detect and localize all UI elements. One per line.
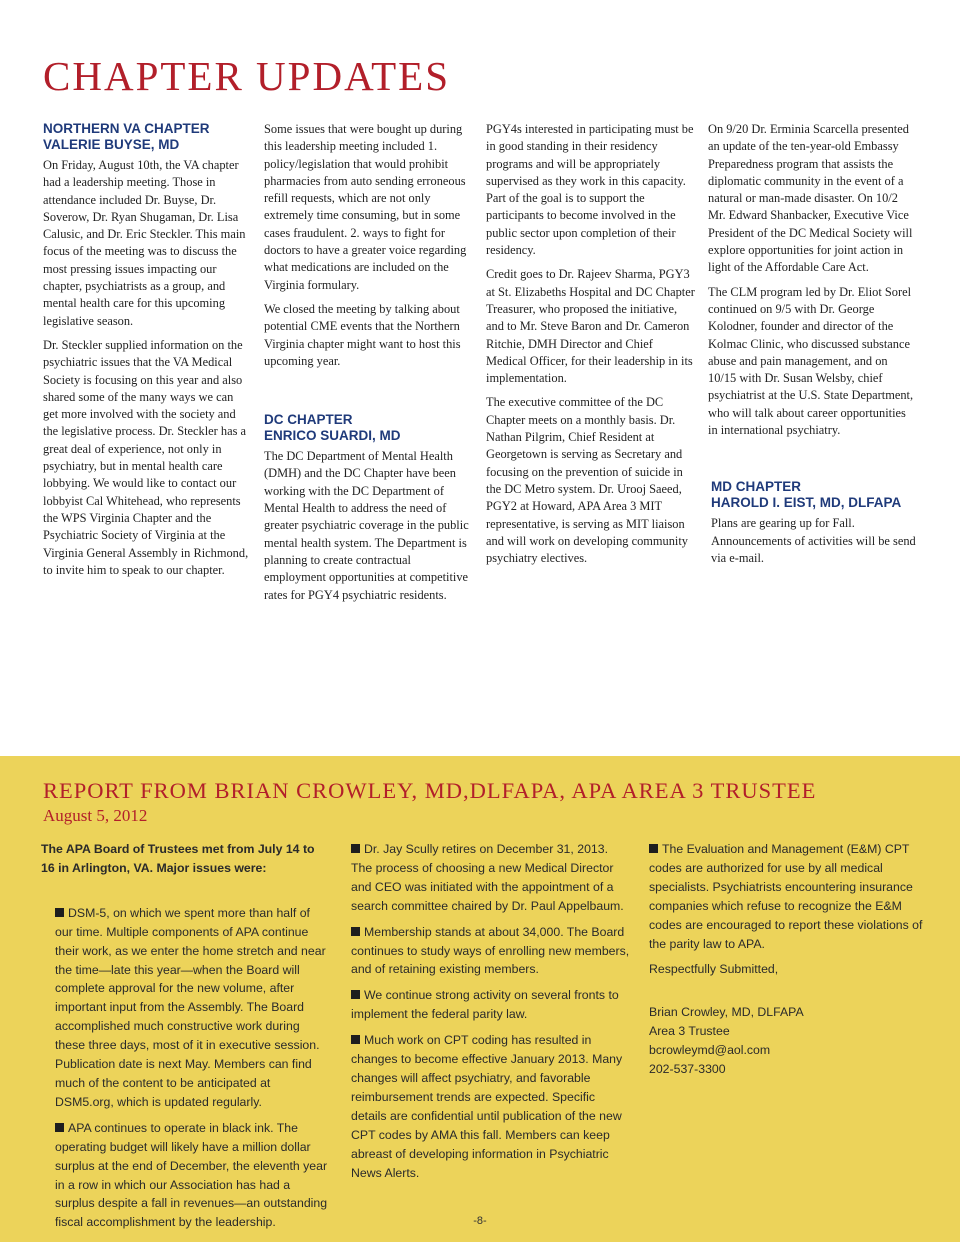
signature-email[interactable]: bcrowleymd@aol.com bbox=[649, 1043, 771, 1058]
column-1 bbox=[43, 121, 250, 586]
report-signature bbox=[649, 1003, 929, 1079]
northern-va-chapter-name: NORTHERN VA CHAPTER bbox=[43, 121, 210, 136]
dc-chapter-name: DC CHAPTER bbox=[264, 412, 353, 428]
bullet-square-icon bbox=[55, 1123, 64, 1132]
dc-paragraph-5: On 9/20 Dr. Erminia Scarcella presented an update of the ten-year-old Embassy Preparedness program that assists the diplomatic community in the event of a natural or man-made disaster. On 10/2 Mr. Edward Shanbacker, Executive Vice President of the DC Medical Society will explore opportunities for joint action in light of the Affordable Care Act. bbox=[708, 122, 913, 275]
dc-paragraph-4: The executive committee of the DC Chapter meets on a monthly basis. Dr. Nathan Pilgrim, Chief Resident at Georgetown is serving as Secretary and focusing on the prevention of suicide in the DC Metro system. Dr. Urooj Saeed, PGY2 at Howard, APA Area 3 MIT representative, is serving as MIT liaison and will work on developing community psychiatry electives. bbox=[486, 395, 689, 566]
dc-heading bbox=[264, 412, 471, 444]
report-bullet-6 bbox=[351, 1031, 631, 1182]
md-heading bbox=[708, 479, 918, 511]
bullet-square-icon bbox=[351, 927, 360, 936]
report-column-2 bbox=[351, 840, 631, 1189]
report-bullet-7 bbox=[649, 840, 929, 953]
bullet-square-icon bbox=[351, 1035, 360, 1044]
report-bullet-1 bbox=[41, 904, 331, 1112]
column-2 bbox=[264, 121, 471, 611]
report-bullet-7-text: The Evaluation and Management (E&M) CPT codes are authorized for use by all medical specialists. Psychiatrists encountering insurance companies which refuse to recognize the E&M codes are encouraged to report these violations of the parity law to APA. bbox=[649, 842, 923, 951]
md-paragraph-1: Plans are gearing up for Fall. Announcements of activities will be send via e-mail. bbox=[711, 516, 916, 565]
report-bullet-2-text: APA continues to operate in black ink. The operating budget will likely have a million dollar surplus at the end of December, the eleventh year in a row in which our Association has had a surplus despite a fall in revenues—an outstanding fiscal accomplishment by the leadership. bbox=[55, 1120, 328, 1230]
md-chapter-name: MD CHAPTER bbox=[711, 479, 801, 495]
northern-va-chapter-lead: VALERIE BUYSE, MD bbox=[43, 137, 180, 152]
bullet-square-icon bbox=[55, 908, 64, 917]
md-chapter-lead: HAROLD I. EIST, MD, DLFAPA bbox=[711, 495, 902, 511]
signature-title: Area 3 Trustee bbox=[649, 1024, 730, 1039]
report-bullet-5-text: We continue strong activity on several fronts to implement the federal parity law. bbox=[351, 988, 619, 1022]
report-closing: Respectfully Submitted, bbox=[649, 962, 779, 977]
report-bullet-5 bbox=[351, 986, 631, 1024]
report-bullet-3 bbox=[351, 840, 631, 916]
report-lead: The APA Board of Trustees met from July 14 to 16 in Arlington, VA. Major issues were: bbox=[41, 842, 315, 875]
bullet-square-icon bbox=[649, 844, 658, 853]
northern-va-paragraph-3: Some issues that were bought up during this leadership meeting included 1. policy/legislation that would prohibit pharmacies from auto sending erroneous refill requests, which are not only extremely time consuming, but in some cases fraudulent. 2. ways to fight for doctors to have a greater voice regarding what medications are included on the Virginia formulary. bbox=[264, 122, 467, 292]
column-3 bbox=[486, 121, 696, 574]
northern-va-paragraph-4: We closed the meeting by talking about potential CME events that the Northern Virginia chapter might want to host this upcoming year. bbox=[264, 301, 461, 368]
northern-va-paragraph-2: Dr. Steckler supplied information on the psychiatric issues that the VA Medical Society is focusing on this year and also shared some of the many ways we can get more involved with the society and the legislative process. Dr. Steckler has a great deal of experience, not only in psychiatry, but in mental health care lobbying. We would like to contact our lobbyist Cal Whitehead, who represents the WPS Virginia Chapter and the Psychiatric Society of Virginia at the Virginia General Assembly in Richmond, to invite him to speak to our chapter. bbox=[43, 337, 249, 577]
dc-paragraph-1: The DC Department of Mental Health (DMH) and the DC Chapter have been working with the DC Department of Mental Health to address the need of greater psychiatric coverage in the public mental health system. The Department is planning to create contractual employment opportunities at competitive rates for PGY4 psychiatric residents. bbox=[264, 449, 469, 602]
bullet-square-icon bbox=[351, 990, 360, 999]
northern-va-heading bbox=[43, 121, 250, 153]
northern-va-paragraph-1: On Friday, August 10th, the VA chapter had a leadership meeting. Those in attendance included Dr. Buyse, Dr. Soverow, Dr. Ryan Shugaman, Dr. Lisa Calusic, and Dr. Eric Steckler. This main focus of the meeting was to discuss the most pressing issues impacting our chapter, psychiatrists as a group, and mental health care for this upcoming legislative season. bbox=[43, 158, 246, 328]
bullet-square-icon bbox=[351, 844, 360, 853]
page-title: CHAPTER UPDATES bbox=[43, 53, 451, 99]
report-title: REPORT FROM BRIAN CROWLEY, MD,DLFAPA, APA AREA 3 TRUSTEE bbox=[43, 778, 817, 803]
dc-paragraph-2: PGY4s interested in participating must be in good standing in their residency programs and will be appropriately supervised as they work in this capacity. Part of the goal is to support the participants to become involved in the public sector upon completion of their residency. bbox=[486, 122, 694, 258]
report-date: August 5, 2012 bbox=[43, 806, 148, 825]
report-column-3 bbox=[649, 840, 929, 1086]
dc-chapter-lead: ENRICO SUARDI, MD bbox=[264, 428, 401, 444]
dc-paragraph-3: Credit goes to Dr. Rajeev Sharma, PGY3 at St. Elizabeths Hospital and DC Chapter Treasurer, who proposed the initiative, and to Mr. Steve Baron and Dr. Cameron Ritchie, DMH Director and Chief Medical Officer, for their leadership in its implementation. bbox=[486, 267, 695, 386]
signature-name: Brian Crowley, MD, DLFAPA bbox=[649, 1005, 804, 1020]
report-bullet-6-text: Much work on CPT coding has resulted in changes to become effective January 2013. Many changes will affect psychiatry, and favorable reimbursement trends are expected. Specific details are confidential until publication of the new CPT codes by AMA this fall. Members can keep abreast of developing information in Psychiatric News Alerts. bbox=[351, 1033, 623, 1180]
page-number: -8- bbox=[473, 1215, 487, 1227]
report-column-1 bbox=[41, 840, 331, 1239]
signature-phone: 202-537-3300 bbox=[649, 1062, 726, 1077]
report-bullet-1-text: DSM-5, on which we spent more than half of our time. Multiple components of APA continue their work, as we enter the home stretch and near the time—late this year—when the Board will complete approval for the new volume, after important input from the Assembly. The Board accomplished much constructive work during these three days, most of it in executive session. Publication date is next May. Members can find much of the content to be anticipated at DSM5.org, which is updated regularly. bbox=[55, 905, 326, 1109]
report-bullet-4-text: Membership stands at about 34,000. The Board continues to study ways of enrolling new members, and of retaining existing members. bbox=[351, 924, 630, 977]
report-bullet-4 bbox=[351, 923, 631, 980]
report-bullet-3-text: Dr. Jay Scully retires on December 31, 2013. The process of choosing a new Medical Director and CEO was initiated with the appointment of a search committee chaired by Dr. Paul Appelbaum. bbox=[351, 842, 624, 913]
dc-paragraph-6: The CLM program led by Dr. Eliot Sorel continued on 9/5 with Dr. George Kolodner, founder and director of the Kolmac Clinic, who discussed substance abuse and pain management, and on 10/15 with Dr. Susan Welsby, chief psychiatrist at the U.S. State Department, who will talk about career opportunities in international psychiatry. bbox=[708, 284, 914, 438]
column-4 bbox=[708, 121, 918, 574]
